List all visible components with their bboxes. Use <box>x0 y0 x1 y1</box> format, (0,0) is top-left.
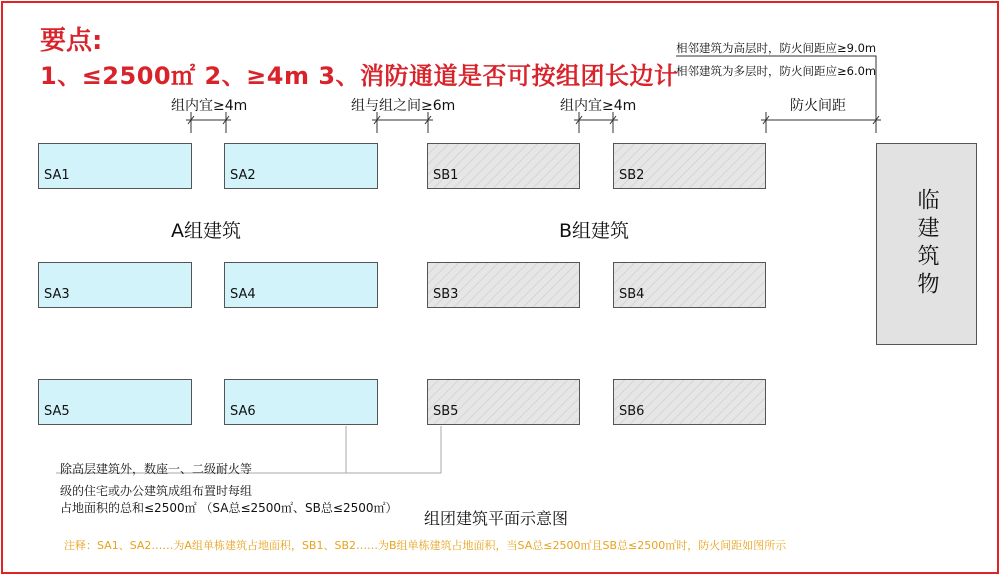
building-sb5 <box>427 379 580 425</box>
building-sa4 <box>224 262 378 308</box>
dim-label-a-within: 组内宜≥4m <box>171 98 248 114</box>
note-line-1: 除高层建筑外，数座一、二级耐火等 <box>60 462 253 476</box>
building-sa2 <box>224 143 378 189</box>
building-sa5 <box>38 379 192 425</box>
note-line-3: 占地面积的总和≤2500㎡ （SA总≤2500㎡、SB总≤2500㎡） <box>60 501 398 515</box>
group-b-label: B组建筑 <box>559 220 630 242</box>
leader-line-top-notes <box>676 56 876 112</box>
figure-title: 组团建筑平面示意图 <box>424 509 569 528</box>
building-sb1 <box>427 143 580 189</box>
building-code: SA3 <box>44 287 70 302</box>
dim-label-b-within: 组内宜≥4m <box>560 98 637 114</box>
leader-line-group-b <box>346 426 441 473</box>
group-a-label: A组建筑 <box>171 220 241 242</box>
dim-label-fire-distance: 防火间距 <box>790 98 846 114</box>
building-sb6 <box>613 379 766 425</box>
building-sb4 <box>613 262 766 308</box>
building-code: SB4 <box>619 287 645 302</box>
neighbor-building-label: 临建筑物 <box>914 188 939 300</box>
building-sa3 <box>38 262 192 308</box>
building-code: SB1 <box>433 168 459 183</box>
building-sa6 <box>224 379 378 425</box>
building-code: SA2 <box>230 168 256 183</box>
note-line-2: 级的住宅或办公建筑成组布置时每组 <box>60 484 253 498</box>
building-code: SB5 <box>433 404 459 419</box>
dim-label-between-groups: 组与组之间≥6m <box>351 98 456 114</box>
note-high-rise-distance: 相邻建筑为高层时，防火间距应≥9.0m <box>676 41 877 55</box>
building-sb2 <box>613 143 766 189</box>
building-sa1 <box>38 143 192 189</box>
neighbor-building <box>876 143 977 345</box>
key-points-title: 要点: <box>40 26 103 56</box>
building-code: SA4 <box>230 287 256 302</box>
building-code: SA1 <box>44 168 70 183</box>
key-points-line: 1、≤2500㎡ 2、≥4m 3、消防通道是否可按组团长边计 <box>40 62 679 90</box>
building-code: SA6 <box>230 404 256 419</box>
building-code: SB3 <box>433 287 459 302</box>
building-sb3 <box>427 262 580 308</box>
note-multi-storey-distance: 相邻建筑为多层时，防火间距应≥6.0m <box>676 64 877 78</box>
building-code: SA5 <box>44 404 70 419</box>
footnote: 注释：SA1、SA2……为A组单栋建筑占地面积，SB1、SB2……为B组单栋建筑占地面积，当SA总≤2500㎡且SB总≤2500㎡时，防火间距如图所示 <box>64 539 787 552</box>
building-code: SB6 <box>619 404 645 419</box>
building-code: SB2 <box>619 168 645 183</box>
